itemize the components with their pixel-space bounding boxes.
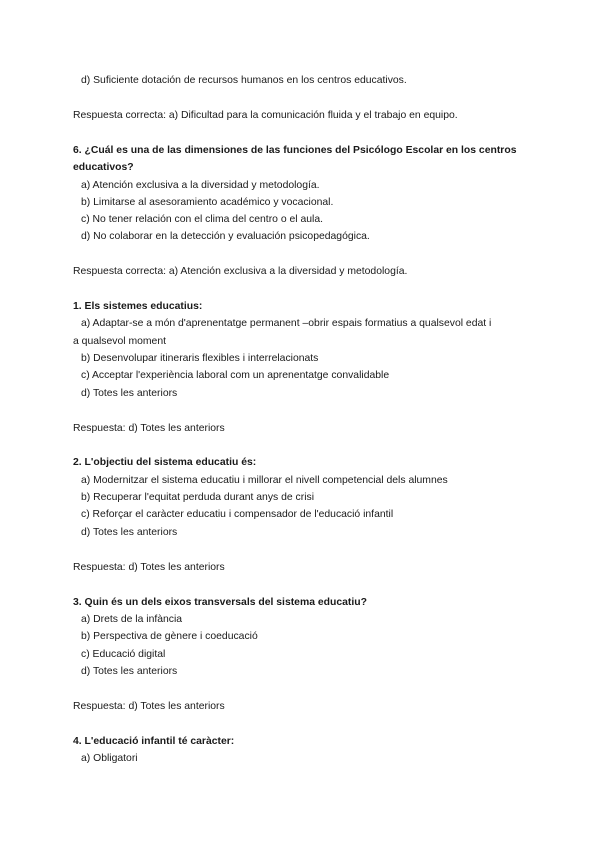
q1-answer: Respuesta: d) Totes les anteriors: [73, 423, 225, 434]
q1-option-a-cont: a qualsevol moment: [73, 336, 166, 347]
q1-option-a: a) Adaptar-se a món d'aprenentatge permanent –obrir espais formatius a qualsevol edat i: [81, 318, 492, 329]
q3-option-c: c) Educació digital: [81, 649, 166, 660]
question-4: 4. L'educació infantil té caràcter:: [73, 736, 235, 747]
q2-option-b: b) Recuperar l'equitat perduda durant anys de crisi: [81, 492, 315, 503]
q6-answer: Respuesta correcta: a) Atención exclusiva a la diversidad y metodología.: [73, 266, 408, 277]
question-2: 2. L'objectiu del sistema educatiu és:: [73, 457, 257, 468]
question-1: 1. Els sistemes educatius:: [73, 301, 203, 312]
q4-option-a: a) Obligatori: [81, 753, 138, 764]
question-6-cont: educativos?: [73, 162, 134, 173]
q2-option-c: c) Reforçar el caràcter educatiu i compensador de l'educació infantil: [81, 509, 394, 520]
q2-option-a: a) Modernitzar el sistema educatiu i millorar el nivell competencial dels alumnes: [81, 475, 448, 486]
q6-option-c: c) No tener relación con el clima del centro o el aula.: [81, 214, 323, 225]
q2-option-d: d) Totes les anteriors: [81, 527, 178, 538]
q3-option-b: b) Perspectiva de gènere i coeducació: [81, 631, 258, 642]
q3-option-d: d) Totes les anteriors: [81, 666, 178, 677]
q2-answer: Respuesta: d) Totes les anteriors: [73, 562, 225, 573]
q3-option-a: a) Drets de la infància: [81, 614, 183, 625]
q1-option-b: b) Desenvolupar itineraris flexibles i interrelacionats: [81, 353, 319, 364]
q6-option-b: b) Limitarse al asesoramiento académico y vocacional.: [81, 197, 334, 208]
q1-option-c: c) Acceptar l'experiència laboral com un aprenentatge convalidable: [81, 370, 390, 381]
q6-option-d: d) No colaborar en la detección y evaluación psicopedagógica.: [81, 231, 370, 242]
question-6: 6. ¿Cuál es una de las dimensiones de las funciones del Psicólogo Escolar en los centros: [73, 145, 517, 156]
answer-prev: Respuesta correcta: a) Dificultad para la comunicación fluida y el trabajo en equipo.: [73, 110, 458, 121]
q3-answer: Respuesta: d) Totes les anteriors: [73, 701, 225, 712]
question-3: 3. Quin és un dels eixos transversals del sistema educatiu?: [73, 597, 367, 608]
option-d-prev: d) Suficiente dotación de recursos humanos en los centros educativos.: [81, 75, 407, 86]
q1-option-d: d) Totes les anteriors: [81, 388, 178, 399]
q6-option-a: a) Atención exclusiva a la diversidad y metodología.: [81, 180, 320, 191]
